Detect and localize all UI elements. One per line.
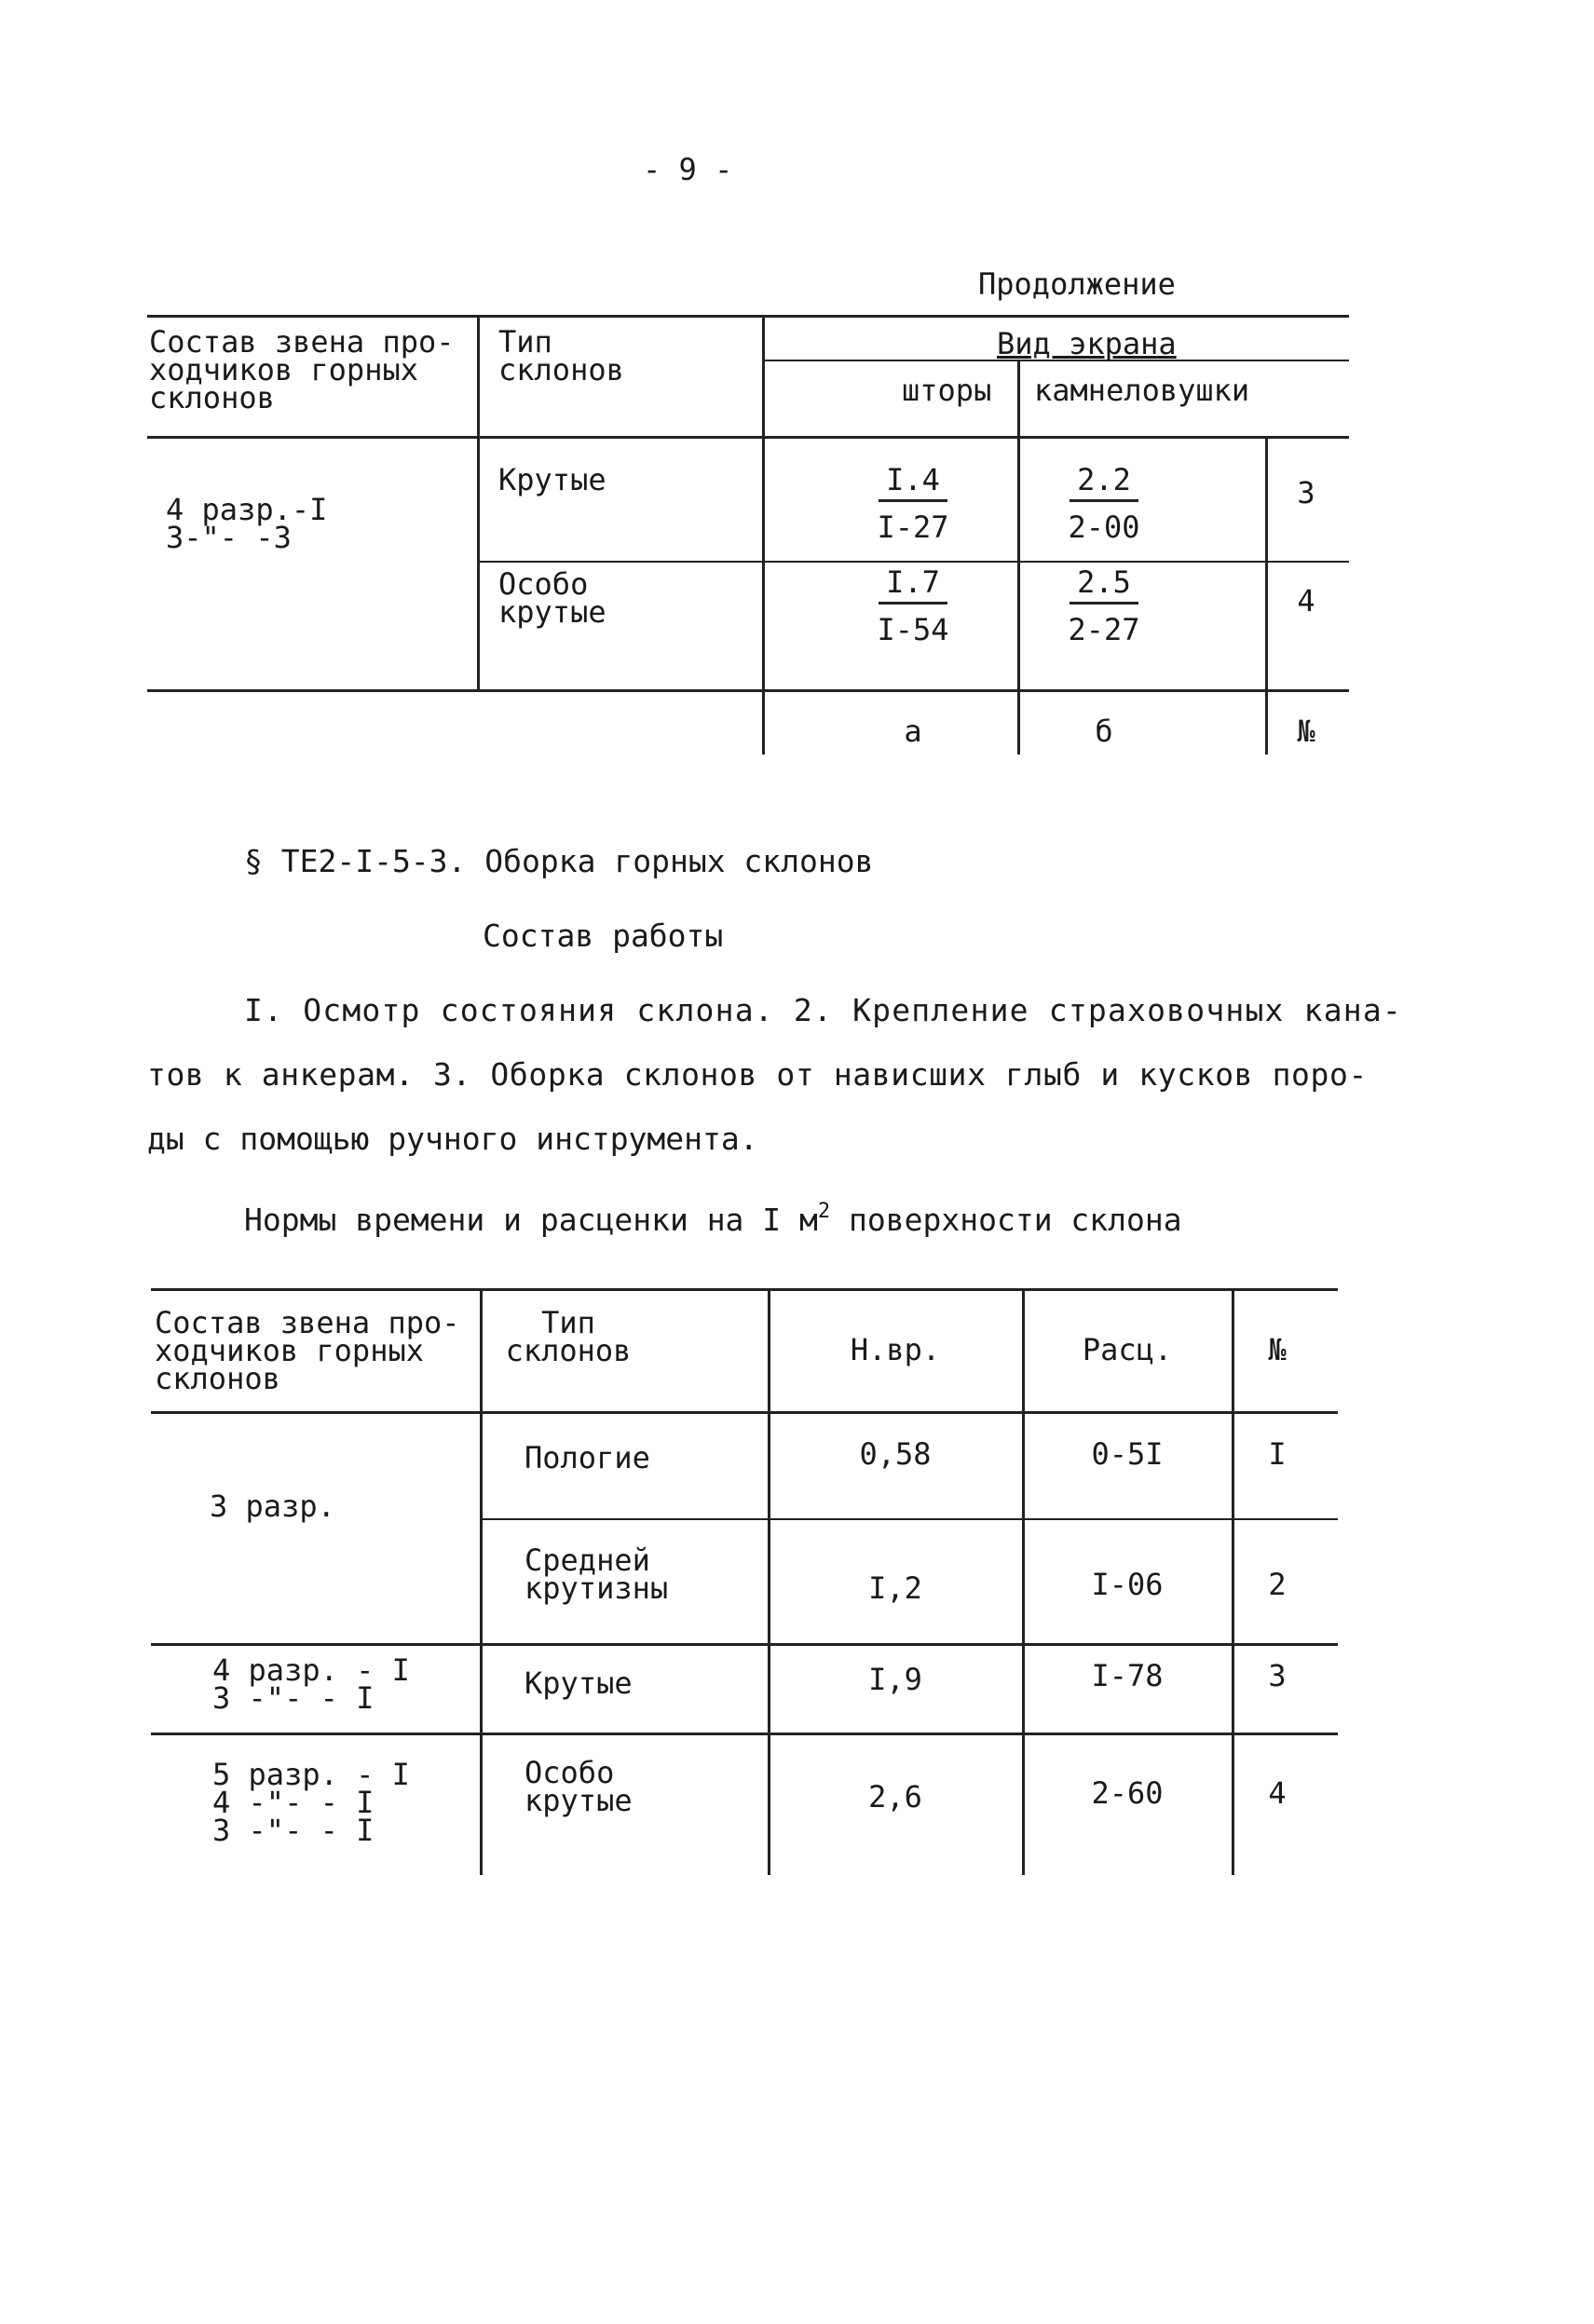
- fraction-numerator: I.7: [879, 566, 947, 605]
- table1-fraction-b: [1029, 464, 1178, 543]
- table1-crew-cell: [166, 492, 328, 555]
- table1-header-crew: [149, 324, 455, 415]
- fraction-numerator: 2.2: [1069, 464, 1138, 502]
- header-line: Тип: [541, 1305, 595, 1340]
- fraction-denominator: 2-27: [1068, 612, 1140, 647]
- table1-slope-cell: [498, 566, 606, 630]
- table1-footer-b: б: [1095, 714, 1113, 749]
- table2-slope-cell: Крутые: [525, 1665, 633, 1701]
- norms-title-text: поверхности склона: [830, 1202, 1182, 1238]
- table2-rate-cell: 0-5I: [1091, 1436, 1164, 1472]
- slope-line: Особо: [498, 566, 589, 602]
- fraction-numerator: 2.5: [1069, 566, 1138, 605]
- page-number: - 9 -: [643, 152, 733, 187]
- header-line: Тип: [498, 324, 552, 360]
- header-line: склонов: [498, 352, 624, 387]
- table2-time-cell: I,9: [868, 1662, 922, 1697]
- table2-n-cell: I: [1268, 1436, 1287, 1472]
- header-line: склонов: [149, 380, 275, 415]
- table1-bottom-border: [147, 689, 1349, 692]
- slope-line: Средней: [525, 1543, 650, 1578]
- table1-col-divider-1: [477, 315, 480, 689]
- table1-col-divider-2: [762, 315, 765, 754]
- slope-line: крутые: [525, 1783, 633, 1818]
- crew-line: 3 -"- - I: [212, 1813, 375, 1848]
- header-line: Состав звена про-: [155, 1305, 460, 1340]
- table1-footer-a: а: [904, 714, 922, 749]
- slope-line: Особо: [525, 1755, 615, 1790]
- table1-col-divider-4: [1265, 436, 1268, 754]
- table1-fraction-a: [838, 566, 988, 646]
- slope-line: крутизны: [525, 1570, 669, 1606]
- table2-slope-cell: Пологие: [525, 1440, 650, 1475]
- fraction-denominator: I-27: [877, 510, 949, 545]
- table2-col-divider-3: [1022, 1288, 1025, 1875]
- norms-title-superscript: 2: [817, 1200, 831, 1223]
- work-text-line: тов к анкерам. 3. Оборка склонов от нависших глыб и кусков поро-: [147, 1056, 1368, 1093]
- table2-header-slope-type: [484, 1305, 652, 1368]
- table2-n-cell: 3: [1268, 1658, 1287, 1693]
- table2-rate-cell: I-78: [1091, 1658, 1164, 1693]
- table2-slope-cell: [525, 1543, 669, 1606]
- fraction-denominator: I-54: [877, 612, 949, 647]
- header-line: ходчиков горных: [149, 352, 418, 387]
- crew-line: 5 разр. - I: [212, 1757, 410, 1792]
- table2-col-divider-2: [768, 1288, 770, 1875]
- crew-line: 4 разр.-I: [166, 492, 328, 527]
- crew-line: 3 -"- - I: [212, 1680, 375, 1716]
- crew-line: 3-"- -3: [166, 520, 292, 555]
- crew-line: 4 разр. - I: [212, 1652, 410, 1688]
- slope-line: крутые: [498, 594, 606, 630]
- table1-header-slope-type: [498, 324, 624, 387]
- table2-header-n: №: [1268, 1332, 1287, 1367]
- table1-col-divider-3: [1017, 360, 1020, 754]
- table2-row-divider: [151, 1643, 1338, 1646]
- work-composition-title: Состав работы: [483, 917, 724, 954]
- table2-header-bottom: [151, 1411, 1338, 1414]
- table2-time-cell: 0,58: [859, 1436, 932, 1472]
- table2-crew-cell: [212, 1652, 410, 1716]
- table2-rate-cell: 2-60: [1091, 1775, 1164, 1811]
- table1-slope-cell: Крутые: [498, 462, 606, 497]
- table1-footer-n: №: [1297, 714, 1315, 749]
- fraction-denominator: 2-00: [1068, 510, 1140, 545]
- table1-header-col-a: шторы: [902, 373, 992, 408]
- table1-header-col-b: камнеловушки: [1034, 373, 1250, 408]
- table2-time-cell: I,2: [868, 1570, 922, 1606]
- table1-top-border: [147, 315, 1349, 318]
- norms-title: [244, 1202, 1182, 1239]
- continuation-label: Продолжение: [978, 266, 1176, 302]
- table1-fraction-a: [838, 464, 988, 543]
- table2-n-cell: 2: [1268, 1567, 1287, 1602]
- crew-line: 4 -"- - I: [212, 1785, 375, 1820]
- table1-row-number: 3: [1297, 475, 1315, 510]
- table2-time-cell: 2,6: [868, 1779, 922, 1814]
- table2-header-time-norm: Н.вр.: [850, 1332, 941, 1367]
- header-line: склонов: [505, 1333, 632, 1368]
- table2-col-divider-1: [480, 1288, 483, 1875]
- table2-header-rate: Расц.: [1082, 1332, 1173, 1367]
- header-line: склонов: [155, 1361, 280, 1396]
- table2-col-divider-4: [1232, 1288, 1234, 1875]
- table2-row-divider: [480, 1518, 1338, 1520]
- table2-rate-cell: I-06: [1091, 1567, 1164, 1602]
- table2-crew-cell: [212, 1757, 410, 1848]
- table2-header-crew: [155, 1305, 460, 1396]
- table1-header-screen-type: Вид экрана: [997, 326, 1177, 361]
- table1-row-number: 4: [1297, 583, 1315, 618]
- work-text-line: I. Осмотр состояния склона. 2. Крепление страховочных кана-: [244, 992, 1402, 1028]
- table2-slope-cell: [525, 1755, 633, 1818]
- fraction-numerator: I.4: [879, 464, 947, 502]
- table2-crew-cell: 3 разр.: [210, 1488, 335, 1524]
- table1-fraction-b: [1029, 566, 1178, 646]
- table2-top-border: [151, 1288, 1338, 1291]
- header-line: ходчиков горных: [155, 1333, 424, 1368]
- work-text-line: ды с помощью ручного инструмента.: [147, 1121, 758, 1157]
- table2-row-divider: [151, 1733, 1338, 1735]
- header-line: Состав звена про-: [149, 324, 455, 360]
- section-title: § ТЕ2-I-5-3. Оборка горных склонов: [244, 843, 874, 879]
- norms-title-text: Нормы времени и расценки на I м: [244, 1202, 818, 1238]
- table1-row-divider: [477, 561, 1349, 563]
- table2-n-cell: 4: [1268, 1775, 1287, 1811]
- table1-header-bottom: [147, 436, 1349, 439]
